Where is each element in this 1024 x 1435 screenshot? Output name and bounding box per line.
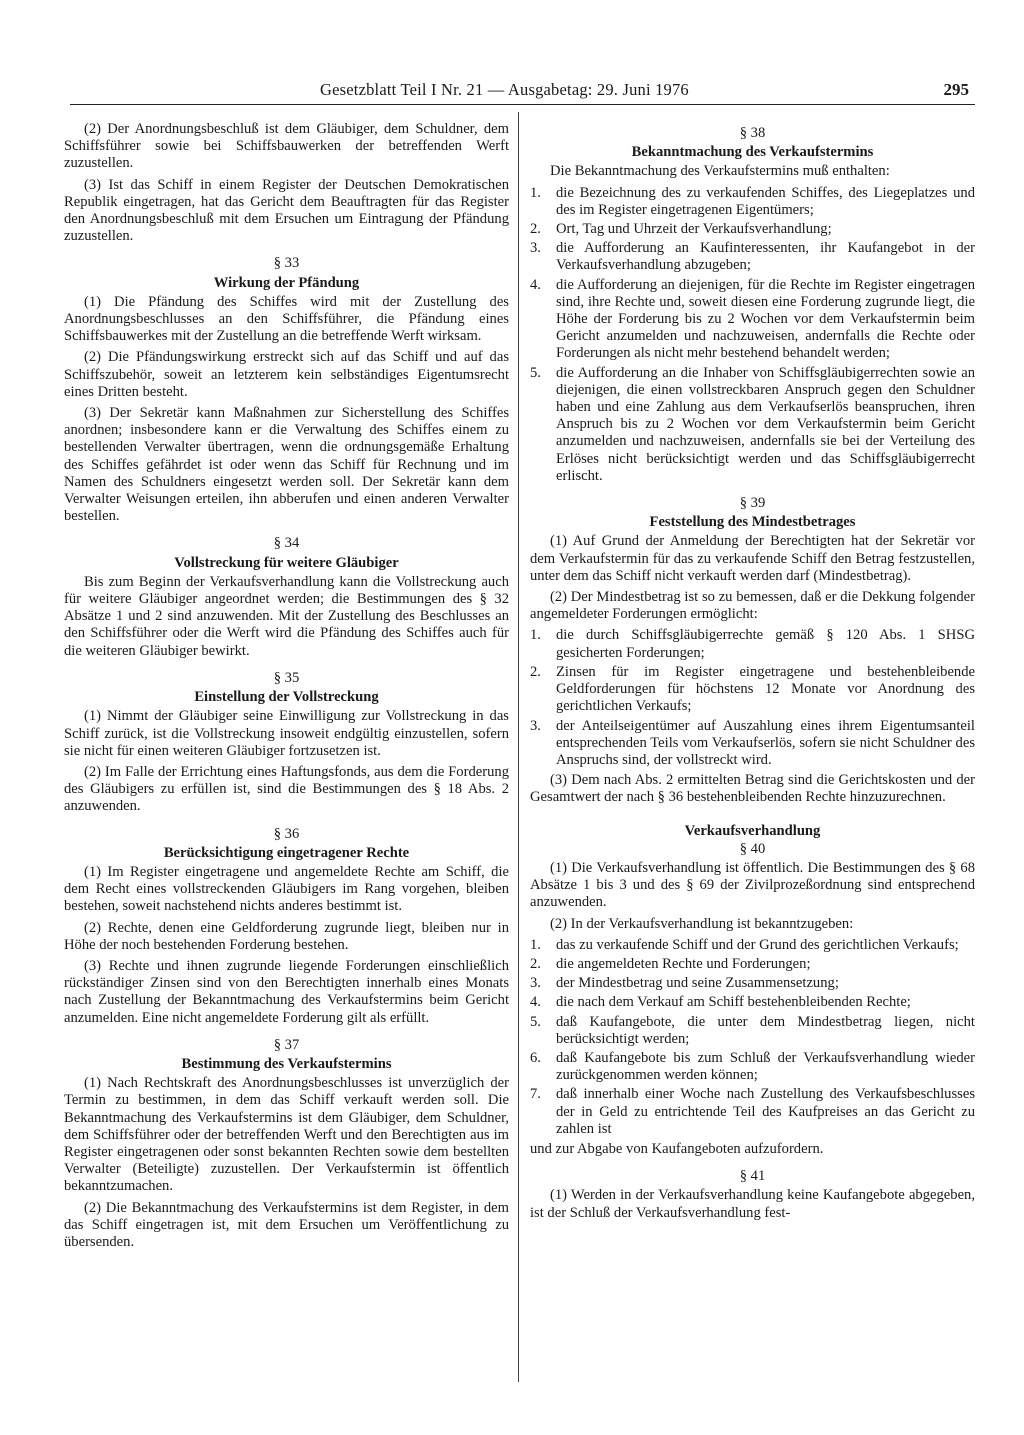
list-number: 5. <box>530 1013 541 1030</box>
list-item <box>530 664 975 716</box>
paragraph: (1) Im Register eingetragene und angemeldete Rechte am Schiff, die dem Recht eines vollstreckenden Gläubigers im Rang vorgehen, bleiben bestehen, soweit nachstehend nichts anderes bestimmt ist. <box>64 863 509 915</box>
section-title: Vollstreckung für weitere Gläubiger <box>174 554 399 571</box>
section-number: § 33 <box>273 255 300 272</box>
list-text: Zinsen für im Register eingetragene und bestehenbleibende Geldforderungen für höchstens 12 Monate vor Anordnung des gerichtlichen Verkaufs; <box>556 663 975 715</box>
list-item <box>530 718 975 770</box>
list-number: 7. <box>530 1086 541 1103</box>
list-item <box>530 185 975 219</box>
paragraph: (2) Rechte, denen eine Geldforderung zugrunde liegt, bleiben nur in Höhe der noch bestehenden Forderung bestehen. <box>64 919 509 953</box>
section-title: Wirkung der Pfändung <box>213 274 360 291</box>
column-divider <box>518 112 519 1382</box>
list-number: 2. <box>530 663 541 680</box>
list-text: die Aufforderung an Kaufinteressenten, ihr Kaufangebot in der Verkaufsverhandlung abzugeben; <box>556 240 975 274</box>
list-text: die Aufforderung an diejenigen, für die Rechte im Register eingetragen sind, ihre Rechte und, soweit diesen eine Forderung zugrunde liegt, die Höhe der Forderung bis zu 2 Wochen vor dem Verkaufstermin beim Gericht anzumelden und nachzuweisen, andernfalls die Rechte oder Forderungen als nicht mehr bestehend behandelt werden; <box>556 276 975 362</box>
list-number: 1. <box>530 936 541 953</box>
list-text: das zu verkaufende Schiff und der Grund des gerichtlichen Verkaufs; <box>556 936 959 953</box>
list-number: 4. <box>530 994 541 1011</box>
list-number: 3. <box>530 240 541 257</box>
paragraph: Bis zum Beginn der Verkaufsverhandlung kann die Vollstreckung auch für weitere Gläubiger angeordnet werden; die Bestimmungen des § 32 Absätze 1 und 2 sind anzuwenden. Mit der Zustellung des Beschlusses an den Schiffsführer oder die Werft wird die Pfändung des Schiffes auch für die weiteren Gläubiger bewirkt. <box>64 573 509 659</box>
list-text: daß Kaufangebote, die unter dem Mindestbetrag liegen, nicht berücksichtigt werden; <box>556 1013 975 1047</box>
list-text: daß Kaufangebote bis zum Schluß der Verkaufsverhandlung wieder zurückgenommen werden können; <box>556 1049 975 1084</box>
page-number: 295 <box>943 80 969 99</box>
list-text: die Bezeichnung des zu verkaufenden Schiffes, des Liegeplatzes und des im Register eingetragenen Eigentümers; <box>556 184 975 218</box>
list-tail: und zur Abgabe von Kaufangeboten aufzufordern. <box>530 1140 824 1157</box>
section-number: § 34 <box>273 535 300 552</box>
list-item <box>530 975 975 992</box>
paragraph: (2) In der Verkaufsverhandlung ist bekanntzugeben: <box>550 915 854 932</box>
list-text: die nach dem Verkauf am Schiff bestehenbleibenden Rechte; <box>556 994 911 1011</box>
list-item <box>530 365 975 485</box>
list-text: die durch Schiffsgläubigerrechte gemäß § 120 Abs. 1 SHSG gesicherten Forderungen; <box>556 627 975 661</box>
section-title: Feststellung des Mindestbetrages <box>649 514 856 531</box>
header-title: Gesetzblatt Teil I Nr. 21 — Ausgabetag: 29. Juni 1976 <box>320 80 689 99</box>
list-item <box>530 277 975 363</box>
list-number: 3. <box>530 717 541 734</box>
section-number: § 35 <box>273 669 300 686</box>
section-title: Berücksichtigung eingetragener Rechte <box>163 844 410 861</box>
list-number: 4. <box>530 276 541 293</box>
section-number: § 40 <box>739 840 766 857</box>
paragraph: (2) Die Bekanntmachung des Verkaufstermins ist dem Register, in dem das Schiff eingetragen ist, mit dem Ersuchen um Veröffentlichung zu übersenden. <box>64 1199 509 1250</box>
list-number: 1. <box>530 184 541 201</box>
list-text: daß innerhalb einer Woche nach Zustellung des Verkaufsbeschlusses der in Geld zu entrichtende Teil des Kaufpreises an das Gericht zu zahlen ist <box>556 1086 975 1137</box>
paragraph: (3) Der Sekretär kann Maßnahmen zur Sicherstellung des Schiffes anordnen; insbesondere kann er die Verwaltung des Schiffes einem zu bestellenden Verwalter übertragen, wenn die ordnungsgemäße Erhaltung des Schiffes gefährdet ist oder wenn das Schiff für Rechnung und im Namen des Schuldners eingesetzt werden soll. Der Sekretär kann dem Verwalter Weisungen erteilen, ihn abberufen und einen anderen Verwalter bestellen. <box>64 405 509 525</box>
list-item <box>530 1086 975 1138</box>
list-item <box>530 937 975 954</box>
paragraph: (1) Werden in der Verkaufsverhandlung keine Kaufangebote abgegeben, ist der Schluß der Verkaufsverhandlung fest- <box>530 1187 975 1221</box>
numbered-list <box>530 627 975 769</box>
paragraph: (1) Die Verkaufsverhandlung ist öffentlich. Die Bestimmungen des § 68 Absätze 1 bis 3 und des § 69 der Zivilprozeßordnung sind entsprechend anzuwenden. <box>530 859 975 911</box>
paragraph: (3) Dem nach Abs. 2 ermittelten Betrag sind die Gerichtskosten und der Gesamtwert der nach § 36 bestehenbleibenden Rechte hinzuzurechnen. <box>530 772 975 806</box>
list-item <box>530 627 975 661</box>
list-item <box>530 1050 975 1084</box>
header-rule <box>70 104 975 105</box>
list-item <box>530 956 975 973</box>
right-column <box>530 121 975 1222</box>
list-number: 2. <box>530 955 541 972</box>
paragraph: Die Bekanntmachung des Verkaufstermins muß enthalten: <box>550 163 890 180</box>
paragraph: (1) Nimmt der Gläubiger seine Einwilligung zur Vollstreckung in das Schiff zurück, ist die Vollstreckung insoweit endgültig einzustellen, sofern sie nicht für einen weiteren Gläubiger fortzusetzen ist. <box>64 708 509 759</box>
list-number: 2. <box>530 221 541 238</box>
list-number: 6. <box>530 1049 541 1066</box>
list-item <box>530 240 975 274</box>
paragraph: (2) Die Pfändungswirkung erstreckt sich auf das Schiff und auf das Schiffszubehör, soweit an letzterem kein selbständiges Eigentumsrecht eines Dritten besteht. <box>64 349 509 400</box>
paragraph: (1) Nach Rechtskraft des Anordnungsbeschlusses ist unverzüglich der Termin zu bestimmen, in dem das Schiff verkauft werden soll. Die Bekanntmachung des Verkaufstermins ist dem Gläubiger, dem Schuldner, dem Schiffsführer oder der betreffenden Werft und den Berechtigten aus im Register eingetragenen oder sonst bekannten Rechten sowie dem bestellten Verwalter (Beteiligte) zuzustellen. Der Verkaufstermin ist öffentlich bekanntzumachen. <box>64 1075 509 1195</box>
list-number: 5. <box>530 364 541 381</box>
numbered-list <box>530 937 975 1138</box>
paragraph: (2) Der Anordnungsbeschluß ist dem Gläubiger, dem Schuldner, dem Schiffsführer sowie bei Schiffsbauwerken der betreffenden Werft zuzustellen. <box>64 121 509 172</box>
paragraph: (1) Auf Grund der Anmeldung der Berechtigten hat der Sekretär vor dem Verkaufstermin für das zu verkaufende Schiff den Betrag festzustellen, unter dem das Schiff nicht verkauft werden darf (Mindestbetrag). <box>530 533 975 584</box>
list-number: 1. <box>530 627 541 644</box>
list-number: 3. <box>530 975 541 992</box>
paragraph: (3) Rechte und ihnen zugrunde liegende Forderungen einschließlich rückständiger Zinsen sind von den Berechtigten innerhalb eines Monats nach Zustellung der Bekanntmachung des Verkaufstermins beim Gericht anzumelden. Eine nicht angemeldete Forderung gilt als erfüllt. <box>64 957 509 1026</box>
paragraph: (2) Im Falle der Errichtung eines Haftungsfonds, aus dem die Forderung des Gläubigers zu erfüllen ist, sind die Bestimmungen des § 18 Abs. 2 anzuwenden. <box>64 763 509 815</box>
section-number: § 38 <box>739 125 766 141</box>
section-title: Einstellung der Vollstreckung <box>194 689 379 706</box>
numbered-list <box>530 185 975 485</box>
running-header <box>70 80 975 104</box>
list-text: der Mindestbetrag und seine Zusammensetzung; <box>556 975 839 992</box>
group-title: Verkaufsverhandlung <box>684 822 821 839</box>
section-number: § 37 <box>273 1036 300 1053</box>
list-item <box>530 221 975 238</box>
paragraph: (3) Ist das Schiff in einem Register der Deutschen Demokratischen Republik eingetragen, hat das Gericht dem Beauftragten für das Register den Anordnungsbeschluß mit dem Ersuchen um Eintragung der Pfändung zuzustellen. <box>64 176 509 245</box>
paragraph: (1) Die Pfändung des Schiffes wird mit der Zustellung des Anordnungsbeschlusses an den Schiffsführer, die Pfändung eines Schiffsbauwerkes mit der Zustellung an die betreffende Werft wirksam. <box>64 293 509 345</box>
list-item <box>530 1014 975 1048</box>
section-number: § 41 <box>739 1168 766 1185</box>
section-number: § 39 <box>739 495 766 512</box>
list-text: die Aufforderung an die Inhaber von Schiffsgläubigerrechten sowie an diejenigen, die einen vollstreckbaren Anspruch gegen den Schuldner haben und eine Zahlung aus dem Verkaufserlös beanspruchen, ihren Anspruch bis zu 2 Wochen vor dem Verkaufstermin beim Gericht anzumelden und nachzuweisen, andernfalls sie bei der Verteilung des Erlöses nicht berücksichtigt werden und das Schiffsgläubigerrecht erlischt. <box>556 364 975 484</box>
list-text: die angemeldeten Rechte und Forderungen; <box>556 955 811 972</box>
section-title: Bekanntmachung des Verkaufstermins <box>631 144 874 161</box>
section-title: Bestimmung des Verkaufstermins <box>181 1055 392 1072</box>
section-number: § 36 <box>273 825 300 842</box>
list-text: Ort, Tag und Uhrzeit der Verkaufsverhandlung; <box>556 221 832 238</box>
paragraph: (2) Der Mindestbetrag ist so zu bemessen, daß er die Dekkung folgender angemeldeter Forderungen ermöglicht: <box>530 589 975 623</box>
left-column <box>64 121 509 1251</box>
list-item <box>530 994 975 1011</box>
list-text: der Anteilseigentümer auf Auszahlung eines ihrem Eigentumsanteil entsprechenden Teils vom Verkaufserlös, sofern sie nicht Schuldner des Anspruchs sind, der vollstreckt wird. <box>556 717 975 768</box>
